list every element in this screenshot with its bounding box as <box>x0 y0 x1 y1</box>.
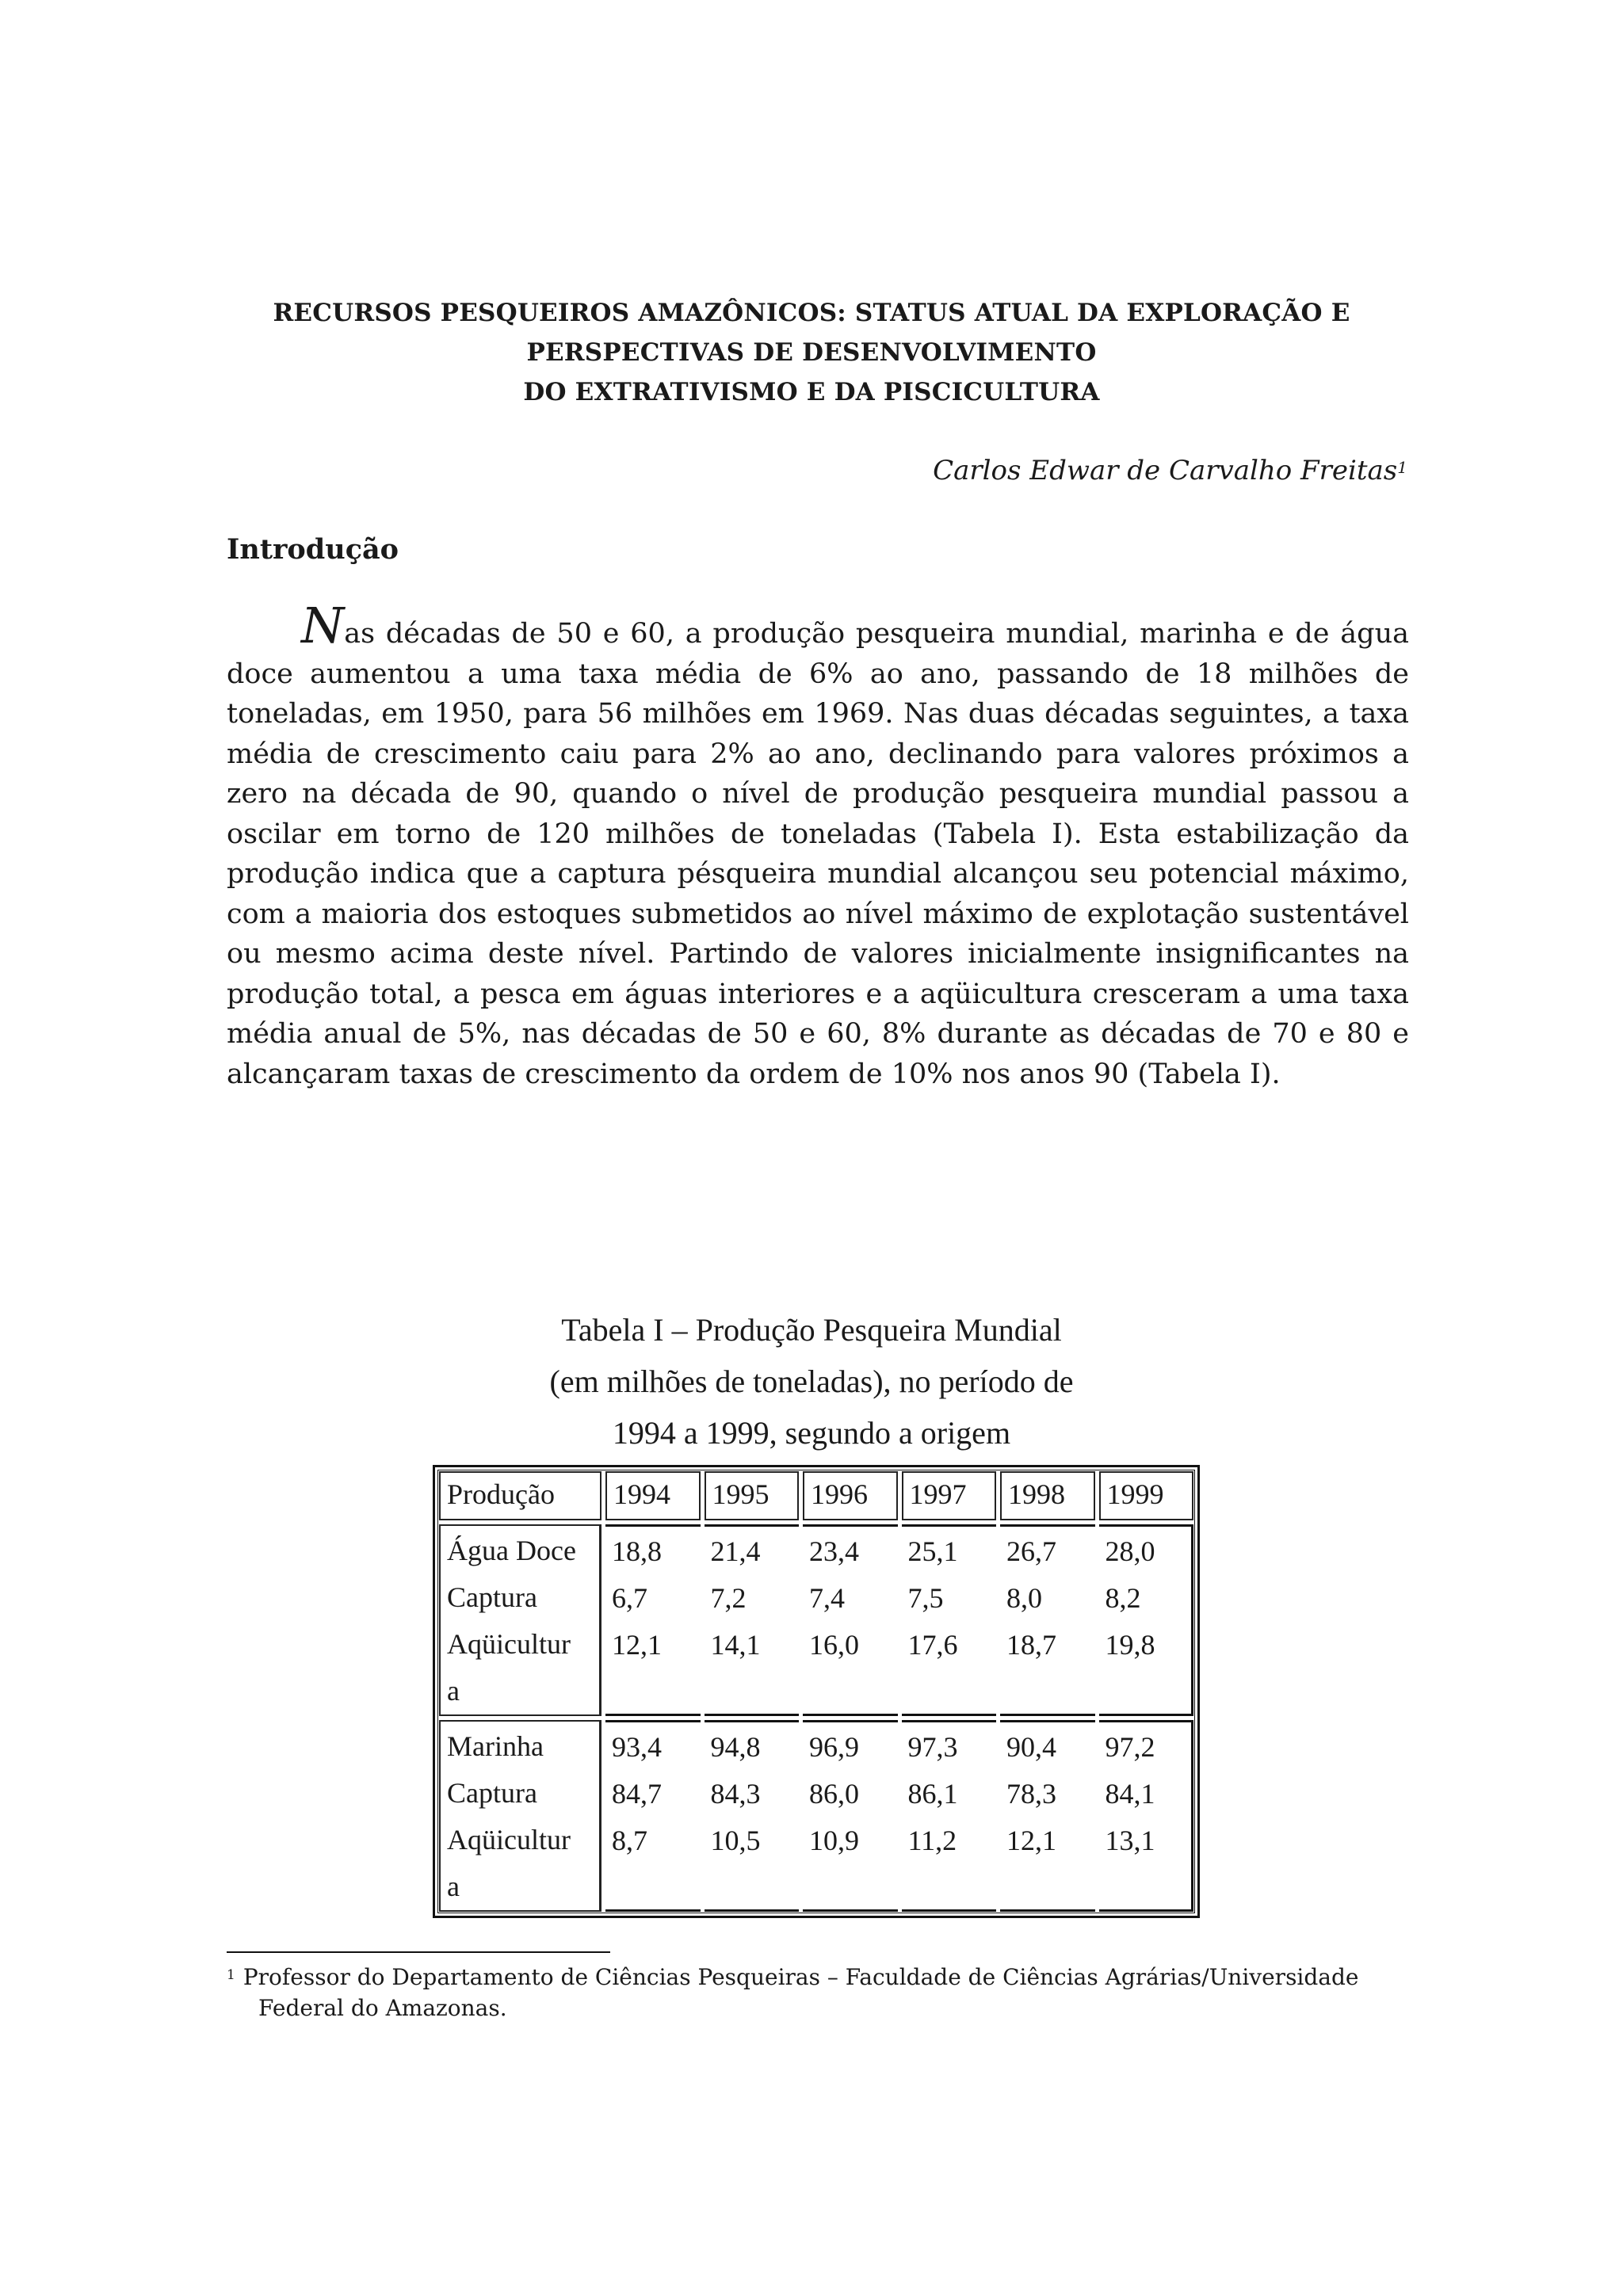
row-labels-cell <box>439 1524 601 1716</box>
caption-line-2: (em milhões de toneladas), no período de <box>549 1363 1074 1399</box>
table-value: 13,1 <box>1105 1825 1155 1856</box>
header-cell: 1998 <box>1000 1471 1095 1520</box>
table-value: 84,3 <box>710 1778 761 1810</box>
values-cell <box>1099 1524 1194 1716</box>
header-cell: 1996 <box>803 1471 898 1520</box>
table-caption <box>464 1304 1159 1459</box>
table-value: 7,5 <box>907 1582 944 1614</box>
header-cell: Produção <box>439 1471 601 1520</box>
table-value: 12,1 <box>612 1629 662 1661</box>
header-cell: 1999 <box>1099 1471 1194 1520</box>
table-value: 94,8 <box>710 1731 761 1763</box>
table-value: 96,9 <box>809 1731 859 1763</box>
table-value: 7,2 <box>710 1582 747 1614</box>
table-value: 7,4 <box>809 1582 845 1614</box>
title-line-3: DO EXTRATIVISMO E DA PISCICULTURA <box>523 378 1100 406</box>
footnote-divider <box>227 1951 610 1953</box>
row-label: Água Doce <box>447 1535 576 1566</box>
row-label: Marinha <box>447 1730 544 1762</box>
table-value: 86,0 <box>809 1778 859 1810</box>
table-value: 26,7 <box>1006 1535 1056 1567</box>
table-value: 86,1 <box>907 1778 958 1810</box>
row-labels-cell <box>439 1720 601 1912</box>
caption-line-1: Tabela I – Produção Pesqueira Mundial <box>561 1312 1062 1348</box>
footnote-mark: 1 <box>227 1967 235 1983</box>
caption-line-3: 1994 a 1999, segundo a origem <box>612 1415 1011 1451</box>
header-cell: 1997 <box>902 1471 997 1520</box>
table-value: 16,0 <box>809 1629 859 1661</box>
title-line-2: PERSPECTIVAS DE DESENVOLVIMENTO <box>526 338 1097 367</box>
values-cell <box>1000 1524 1095 1716</box>
values-cell <box>803 1720 898 1912</box>
values-cell <box>705 1524 800 1716</box>
values-cell <box>803 1524 898 1716</box>
table-value: 97,3 <box>907 1731 958 1763</box>
table-value: 14,1 <box>710 1629 761 1661</box>
row-label: a <box>447 1675 460 1707</box>
table-value: 84,7 <box>612 1778 662 1810</box>
table-value: 97,2 <box>1105 1731 1155 1763</box>
footnote-line-2: Federal do Amazonas. <box>258 1995 507 2021</box>
table-value: 90,4 <box>1006 1731 1056 1763</box>
footnote-text-1: Professor do Departamento de Ciências Pesqueiras – Faculdade de Ciências Agrárias/Universidade <box>242 1964 1359 1990</box>
values-cell <box>705 1720 800 1912</box>
values-cell <box>605 1720 701 1912</box>
table-value: 28,0 <box>1105 1535 1155 1567</box>
header-cell: 1995 <box>705 1471 800 1520</box>
footnote <box>227 1962 1415 2023</box>
table-value: 8,7 <box>612 1825 647 1856</box>
row-label: Aqüicultur <box>447 1824 571 1855</box>
table-value: 23,4 <box>809 1535 859 1567</box>
table-value: 8,2 <box>1105 1582 1141 1614</box>
row-label: Captura <box>447 1581 537 1613</box>
table-value: 78,3 <box>1006 1778 1056 1810</box>
row-label: a <box>447 1871 460 1902</box>
footnote-line-1 <box>227 1962 1415 1993</box>
table-value: 11,2 <box>907 1825 957 1856</box>
table-value: 18,7 <box>1006 1629 1056 1661</box>
values-cell <box>902 1720 997 1912</box>
production-table <box>433 1465 1200 1918</box>
table-value: 93,4 <box>612 1731 662 1763</box>
values-cell <box>1000 1720 1095 1912</box>
table-value: 84,1 <box>1105 1778 1155 1810</box>
table-value: 8,0 <box>1006 1582 1042 1614</box>
table-header-row <box>439 1471 1193 1520</box>
values-cell <box>605 1524 701 1716</box>
intro-paragraph <box>227 597 1409 1094</box>
paragraph-text: as décadas de 50 e 60, a produção pesqueira mundial, marinha e de água doce aumentou a uma taxa média de 6% ao ano, passando de 18 milhões de toneladas, em 1950, para 56 milhões em 1969. Nas duas décadas seguintes, a taxa média de crescimento caiu para 2% ao ano, declinando para valores próximos a zero na década de 90, quando o nível de produção pesqueira mundial passou a oscilar em torno de 120 milhões de toneladas (Tabela I). Esta estabilização da produção indica que a captura pésqueira mundial alcançou seu potencial máximo, com a maioria dos estoques submetidos ao nível máximo de explotação sustentável ou mesmo acima deste nível. Partindo de valores inicialmente insignificantes na produção total, a pesca em águas interiores e a aqüicultura cresceram a uma taxa média anual de 5%, nas décadas de 50 e 60, 8% durante as décadas de 70 e 80 e alcançaram taxas de crescimento da ordem de 10% nos anos 90 (Tabela I). <box>227 618 1409 1090</box>
author-name: Carlos Edwar de Carvalho Freitas <box>933 455 1398 486</box>
table-group-marine <box>439 1720 1193 1912</box>
table-value: 10,5 <box>710 1825 761 1856</box>
row-label: Captura <box>447 1777 537 1809</box>
table-value: 19,8 <box>1105 1629 1155 1661</box>
values-cell <box>902 1524 997 1716</box>
table-value: 21,4 <box>710 1535 761 1567</box>
author-line <box>933 453 1407 488</box>
table-value: 12,1 <box>1006 1825 1056 1856</box>
header-cell: 1994 <box>605 1471 701 1520</box>
author-footnote-mark: 1 <box>1397 458 1407 477</box>
paper-title <box>227 293 1396 412</box>
table-value: 18,8 <box>612 1535 662 1567</box>
table-group-freshwater <box>439 1524 1193 1716</box>
table-value: 17,6 <box>907 1629 958 1661</box>
table-value: 6,7 <box>612 1582 647 1614</box>
row-label: Aqüicultur <box>447 1628 571 1660</box>
drop-cap: N <box>301 597 345 654</box>
table-value: 25,1 <box>907 1535 958 1567</box>
table-value: 10,9 <box>809 1825 859 1856</box>
section-heading: Introdução <box>227 533 399 566</box>
title-line-1: RECURSOS PESQUEIROS AMAZÔNICOS: STATUS ATUAL DA EXPLORAÇÃO E <box>273 299 1350 327</box>
values-cell <box>1099 1720 1194 1912</box>
